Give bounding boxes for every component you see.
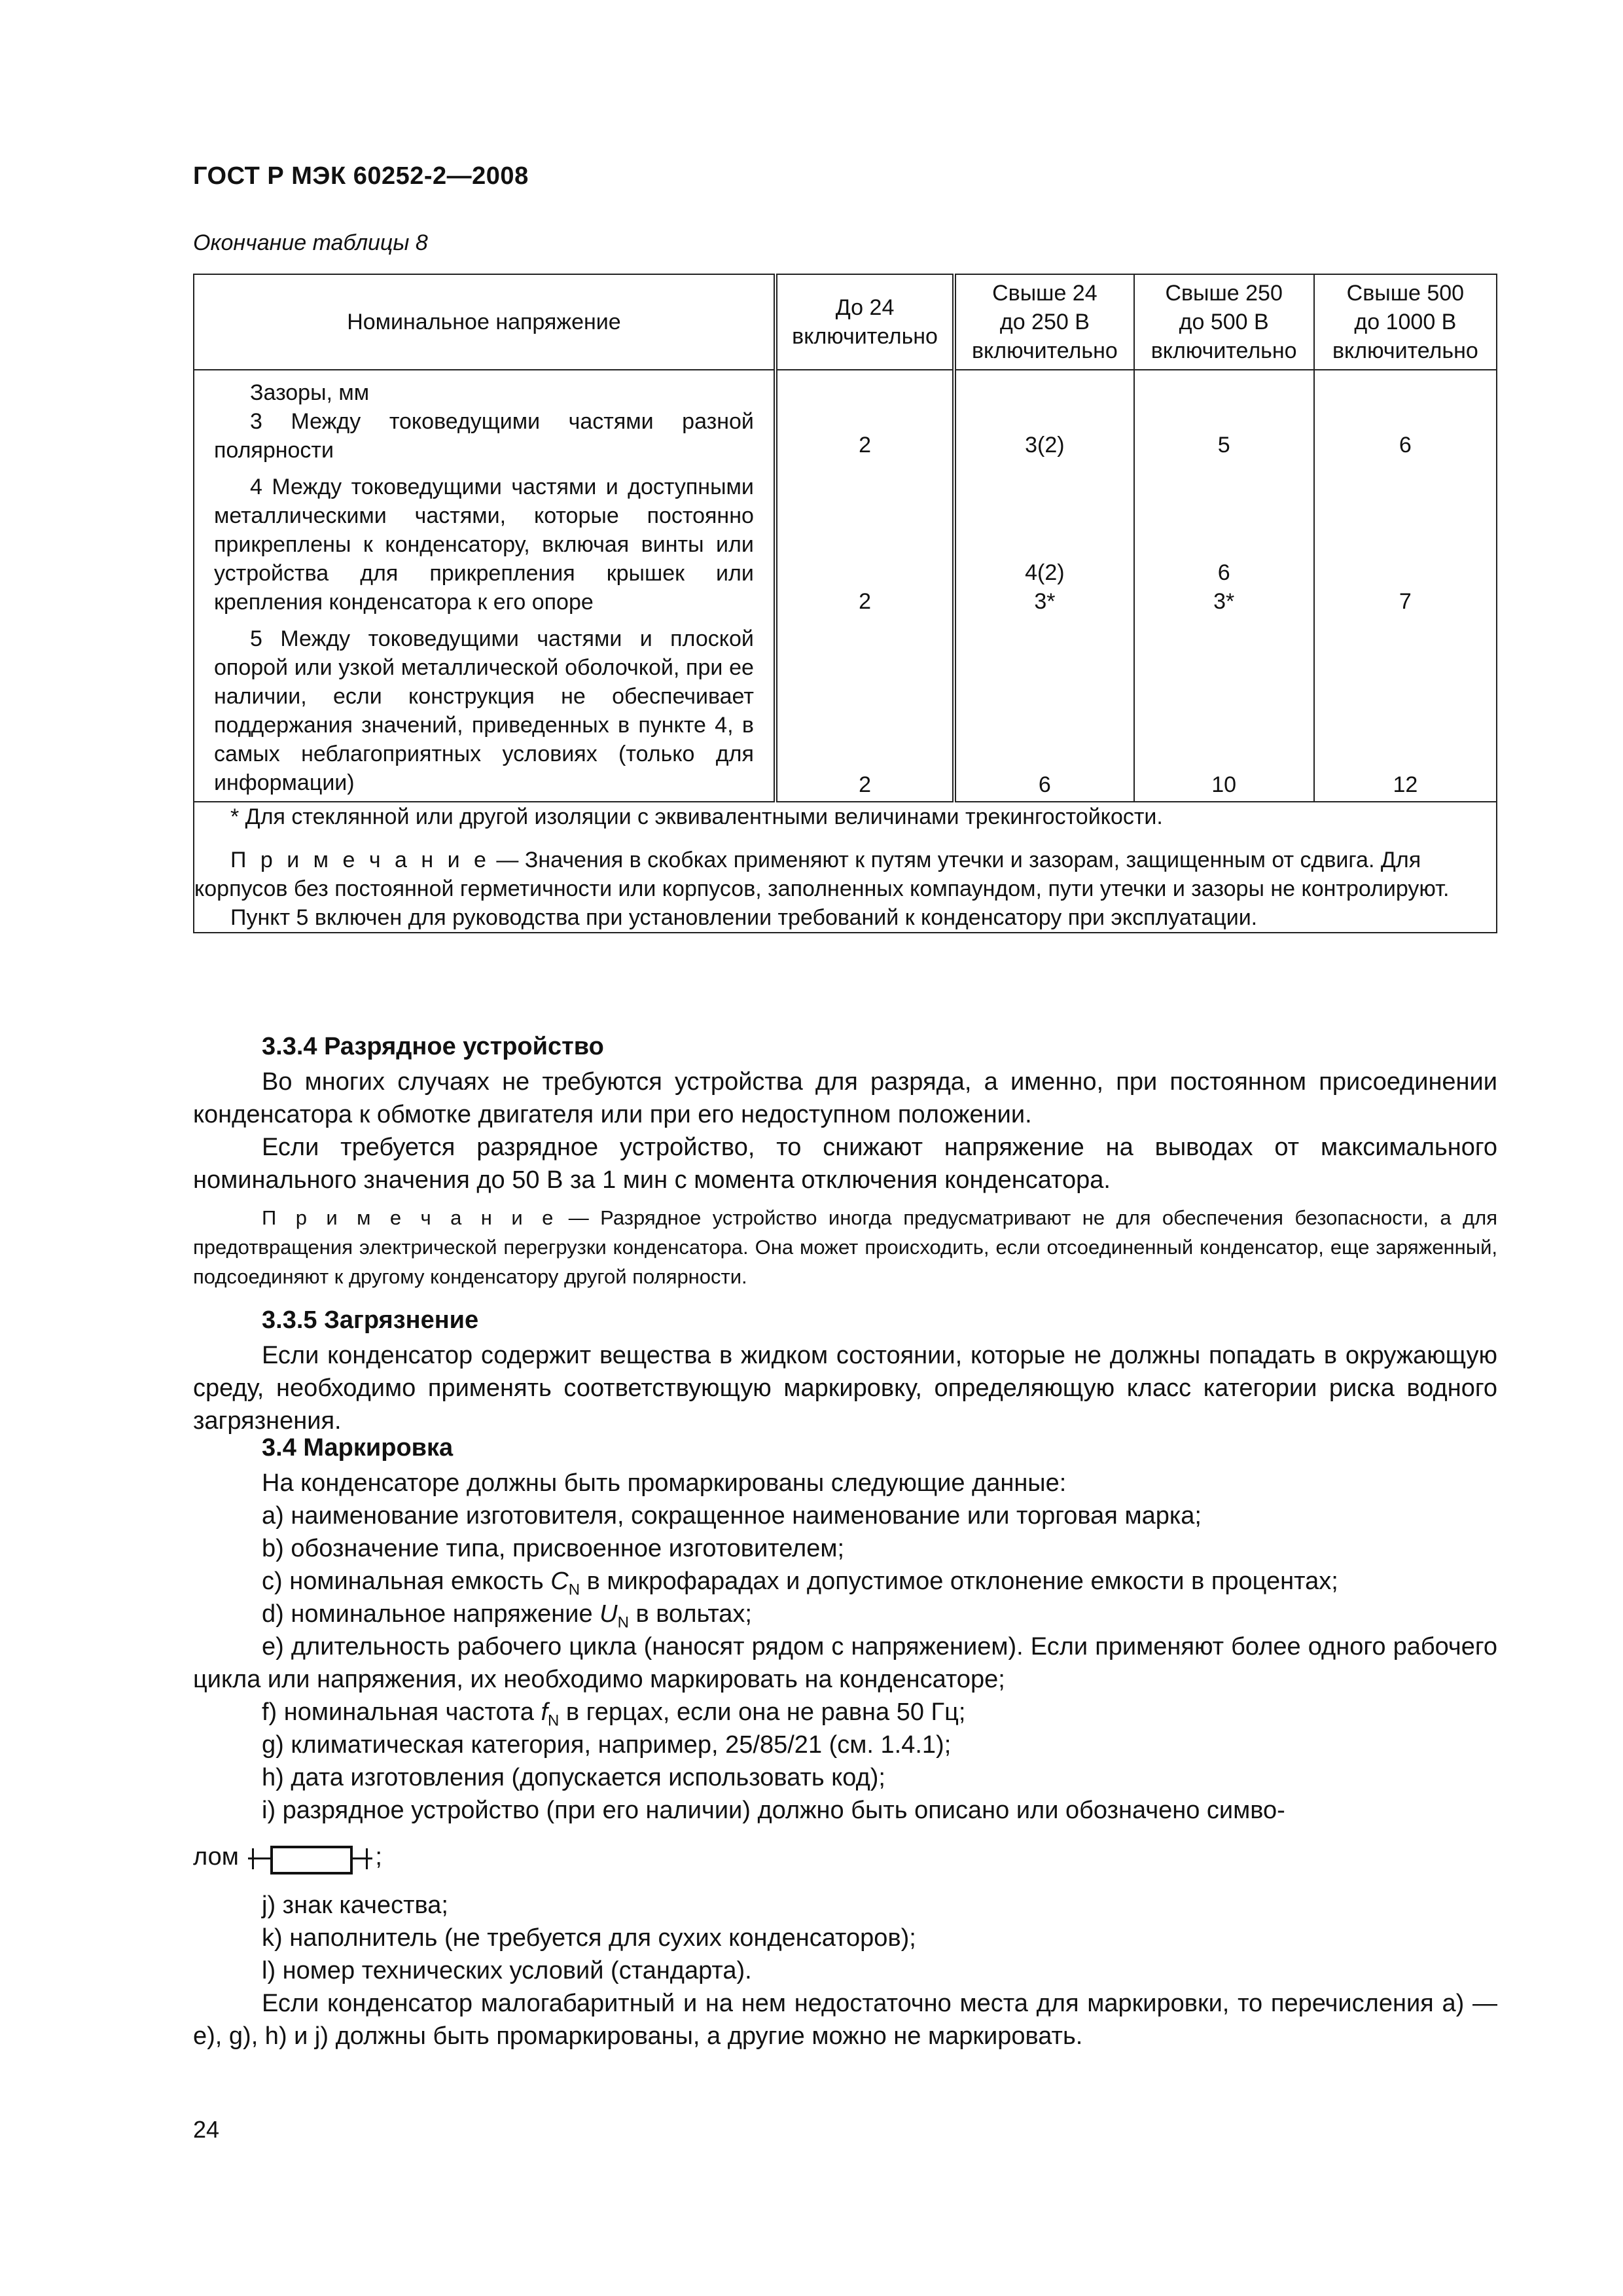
document-title: ГОСТ Р МЭК 60252-2—2008 xyxy=(193,162,529,190)
row-5-text: 5 Между токоведущими частями и плоской опорой или узкой металлической оболочкой, при ее наличии, если конструкция не обеспечивает поддержания значений, приведенных в пункте 4, в самых неблагоприятных условиях (только для информации) xyxy=(214,626,754,795)
row-descriptions xyxy=(194,370,776,802)
cell-r3-c4: 5 xyxy=(1217,433,1230,457)
values-col-24 xyxy=(776,370,954,802)
table-note-label: П р и м е ч а н и е xyxy=(230,848,490,872)
table-caption: Окончание таблицы 8 xyxy=(193,230,428,255)
cell-r4-c4a: 6 xyxy=(1217,560,1230,585)
values-col-500 xyxy=(1134,370,1314,802)
group-label: Зазоры, мм xyxy=(250,380,370,405)
header-col-24: До 24 включительно xyxy=(776,274,954,370)
discharge-device-symbol xyxy=(248,1843,372,1873)
para-3-3-4-1: Во многих случаях не требуются устройства для разряда, а именно, при постоянном присоединении конденсатора к обмотке двигателя или при его недоступном положении. xyxy=(193,1068,1497,1128)
marking-final-para: Если конденсатор малогабаритный и на нем недостаточно места для маркировки, то перечисления a) — e), g), h) и j) должны быть промаркированы, а другие можно не маркировать. xyxy=(193,1990,1497,2050)
marking-item-a: a) наименование изготовителя, сокращенное наименование или торговая марка; xyxy=(262,1502,1202,1530)
marking-item-e: e) длительность рабочего цикла (наносят рядом с напряжением). Если применяют более одного рабочего цикла или напряжения, их необходимо маркировать на конденсаторе; xyxy=(193,1633,1497,1693)
marking-item-i-symbol-line: лом ; xyxy=(193,1840,382,1873)
para-3-3-5: Если конденсатор содержит вещества в жидком состоянии, которые не должны попадать в окружающую среду, необходимо применять соответствующую маркировку, определяющую класс категории риска водного загрязнения. xyxy=(193,1342,1497,1435)
marking-item-c: c) номинальная емкость $C_N$ в микрофарадах и допустимое отклонение емкости в процентах; xyxy=(262,1568,1338,1599)
cell-r3-c2: 2 xyxy=(859,433,872,457)
note-label: П р и м е ч а н и е xyxy=(262,1206,558,1229)
values-col-250 xyxy=(954,370,1133,802)
heading-3-4: 3.4 Маркировка xyxy=(262,1434,454,1462)
table-note-extra: Пункт 5 включен для руководства при установлении требований к конденсатору при эксплуатации. xyxy=(230,905,1258,930)
cell-r5-c4: 10 xyxy=(1211,772,1237,797)
cell-r5-c3: 6 xyxy=(1038,772,1051,797)
marking-item-i: i) разрядное устройство (при его наличии) должно быть описано или обозначено симво- xyxy=(262,1797,1285,1824)
note-text: — Разрядное устройство иногда предусматривают не для обеспечения безопасности, а для предотвращения электрической перегрузки конденсатора. Она может происходить, если отсоединенный конденсатор, еще заряженный, подсоединяют к другому конденсатору другой полярности. xyxy=(193,1206,1497,1288)
table-footnote: * Для стеклянной или другой изоляции с эквивалентными величинами трекингостойкости. xyxy=(230,804,1163,829)
marking-item-d: d) номинальное напряжение $U_N$ в вольтах; xyxy=(262,1600,752,1632)
note-3-3-4 xyxy=(193,1203,1497,1291)
heading-3-3-5: 3.3.5 Загрязнение xyxy=(262,1306,479,1334)
marking-item-l: l) номер технических условий (стандарта). xyxy=(262,1957,752,1984)
heading-3-3-4: 3.3.4 Разрядное устройство xyxy=(262,1033,604,1060)
para-3-3-4-2: Если требуется разрядное устройство, то снижают напряжение на выводах от максимального номинального значения до 50 В за 1 мин с момента отключения конденсатора. xyxy=(193,1134,1497,1194)
cell-r4-c5: 7 xyxy=(1399,589,1412,614)
table-note xyxy=(194,846,1496,903)
cell-r4-c3b: 3* xyxy=(1034,589,1056,614)
marking-item-f: f) номинальная частота $f_N$ в герцах, если она не равна 50 Гц; xyxy=(262,1698,966,1730)
marking-item-b: b) обозначение типа, присвоенное изготовителем; xyxy=(262,1535,845,1562)
table-notes xyxy=(194,802,1497,933)
header-col-250: Свыше 24 до 250 В включительно xyxy=(954,274,1133,370)
cell-r4-c4b: 3* xyxy=(1213,589,1235,614)
table-footer-row xyxy=(194,802,1497,933)
table-header-row xyxy=(194,274,1497,370)
table-note-text: — Значения в скобках применяют к путям утечки и зазорам, защищенным от сдвига. Для корпусов без постоянной герметичности или корпусов, заполненных компаундом, пути утечки и зазоры не контролируют. xyxy=(194,848,1450,901)
header-col-500: Свыше 250 до 500 В включительно xyxy=(1134,274,1314,370)
cell-r5-c5: 12 xyxy=(1393,772,1418,797)
marking-item-h: h) дата изготовления (допускается использовать код); xyxy=(262,1764,885,1791)
values-col-1000 xyxy=(1314,370,1497,802)
marking-item-g: g) климатическая категория, например, 25/85/21 (см. 1.4.1); xyxy=(262,1731,952,1759)
row-3-text: 3 Между токоведущими частями разной полярности xyxy=(214,409,754,463)
marking-item-j: j) знак качества; xyxy=(262,1892,448,1919)
cell-r5-c2: 2 xyxy=(859,772,872,797)
row-4-text: 4 Между токоведущими частями и доступными металлическими частями, которые постоянно прикреплены к конденсатору, включая винты или устройства для прикрепления крышек или крепления конденсатора к его опоре xyxy=(214,475,754,615)
cell-r3-c5: 6 xyxy=(1399,433,1412,457)
header-col-1000: Свыше 500 до 1000 В включительно xyxy=(1314,274,1497,370)
cell-r4-c2: 2 xyxy=(859,589,872,614)
cell-r3-c3: 3(2) xyxy=(1025,433,1065,457)
cell-r4-c3a: 4(2) xyxy=(1025,560,1065,585)
marking-intro: На конденсаторе должны быть промаркированы следующие данные: xyxy=(262,1469,1067,1497)
marking-item-k: k) наполнитель (не требуется для сухих конденсаторов); xyxy=(262,1924,916,1952)
table-body-row xyxy=(194,370,1497,802)
clearance-table xyxy=(193,274,1497,933)
page-number: 24 xyxy=(193,2116,220,2143)
header-nominal-voltage: Номинальное напряжение xyxy=(194,274,776,370)
